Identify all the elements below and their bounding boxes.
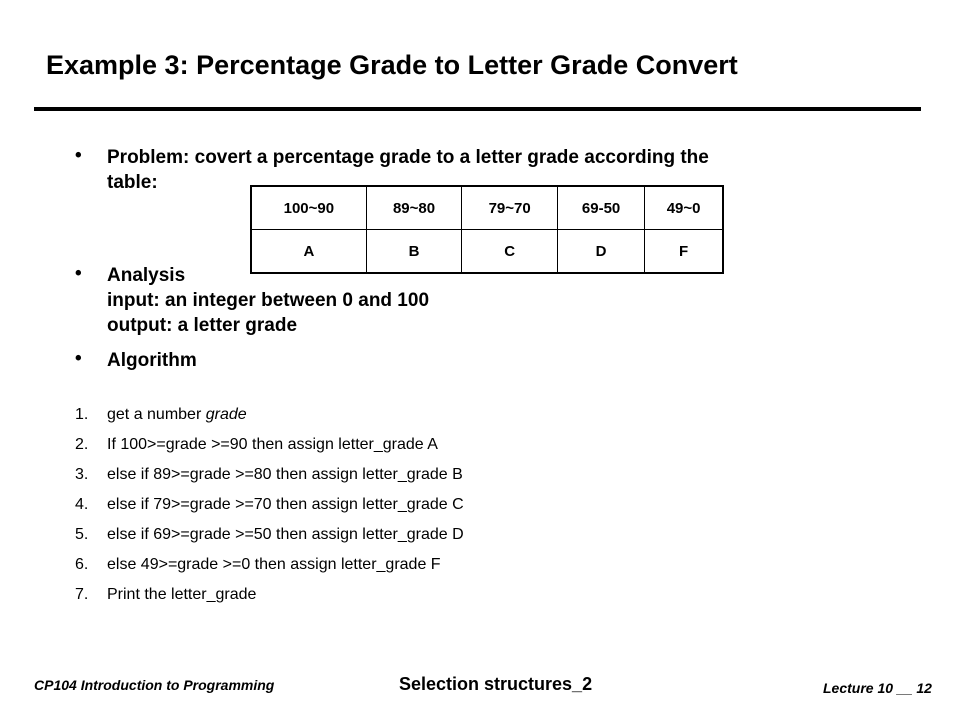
analysis-block: [107, 263, 429, 338]
bullet-marker-analysis: •: [75, 263, 82, 284]
algorithm-step: 6. else 49>=grade >=0 then assign letter_grade F: [75, 556, 441, 573]
algorithm-step: 2. If 100>=grade >=90 then assign letter_grade A: [75, 436, 438, 453]
algorithm-step: 5. else if 69>=grade >=50 then assign letter_grade D: [75, 526, 464, 543]
letter-cell: C: [462, 230, 558, 274]
problem-line-2: table:: [107, 172, 158, 193]
letter-cell: D: [557, 230, 644, 274]
range-cell: 69-50: [557, 186, 644, 230]
letter-cell: B: [366, 230, 462, 274]
analysis-output: output: a letter grade: [107, 315, 298, 336]
variable-name: grade: [205, 406, 247, 423]
bullet-marker-problem: •: [75, 145, 82, 166]
footer-topic: Selection structures_2: [399, 674, 593, 694]
analysis-input: input: an integer between 0 and 100: [107, 290, 430, 311]
range-cell: 49~0: [645, 186, 723, 230]
bullet-marker-algorithm: •: [75, 348, 82, 369]
algorithm-heading: Algorithm: [107, 350, 197, 371]
range-cell: 89~80: [366, 186, 462, 230]
algorithm-step: 4. else if 79>=grade >=70 then assign letter_grade C: [75, 496, 464, 513]
letter-cell: A: [251, 230, 366, 274]
range-cell: 79~70: [462, 186, 558, 230]
algorithm-step: 1. get a number grade: [75, 406, 247, 423]
footer-lecture: Lecture 10 __ 12: [823, 680, 932, 696]
algorithm-steps: [75, 404, 464, 614]
grade-table: [250, 185, 724, 274]
letter-cell: F: [645, 230, 723, 274]
algorithm-step: 7. Print the letter_grade: [75, 586, 257, 603]
range-cell: 100~90: [251, 186, 366, 230]
analysis-heading: Analysis: [107, 265, 186, 286]
footer-course: CP104 Introduction to Programming: [34, 677, 275, 693]
title-divider: [34, 107, 921, 111]
problem-line-1: Problem: covert a percentage grade to a letter grade according the: [107, 147, 709, 168]
algorithm-step: 3. else if 89>=grade >=80 then assign letter_grade B: [75, 466, 463, 483]
grade-range-row: [251, 186, 723, 230]
slide-title: Example 3: Percentage Grade to Letter Grade Convert: [46, 50, 738, 80]
